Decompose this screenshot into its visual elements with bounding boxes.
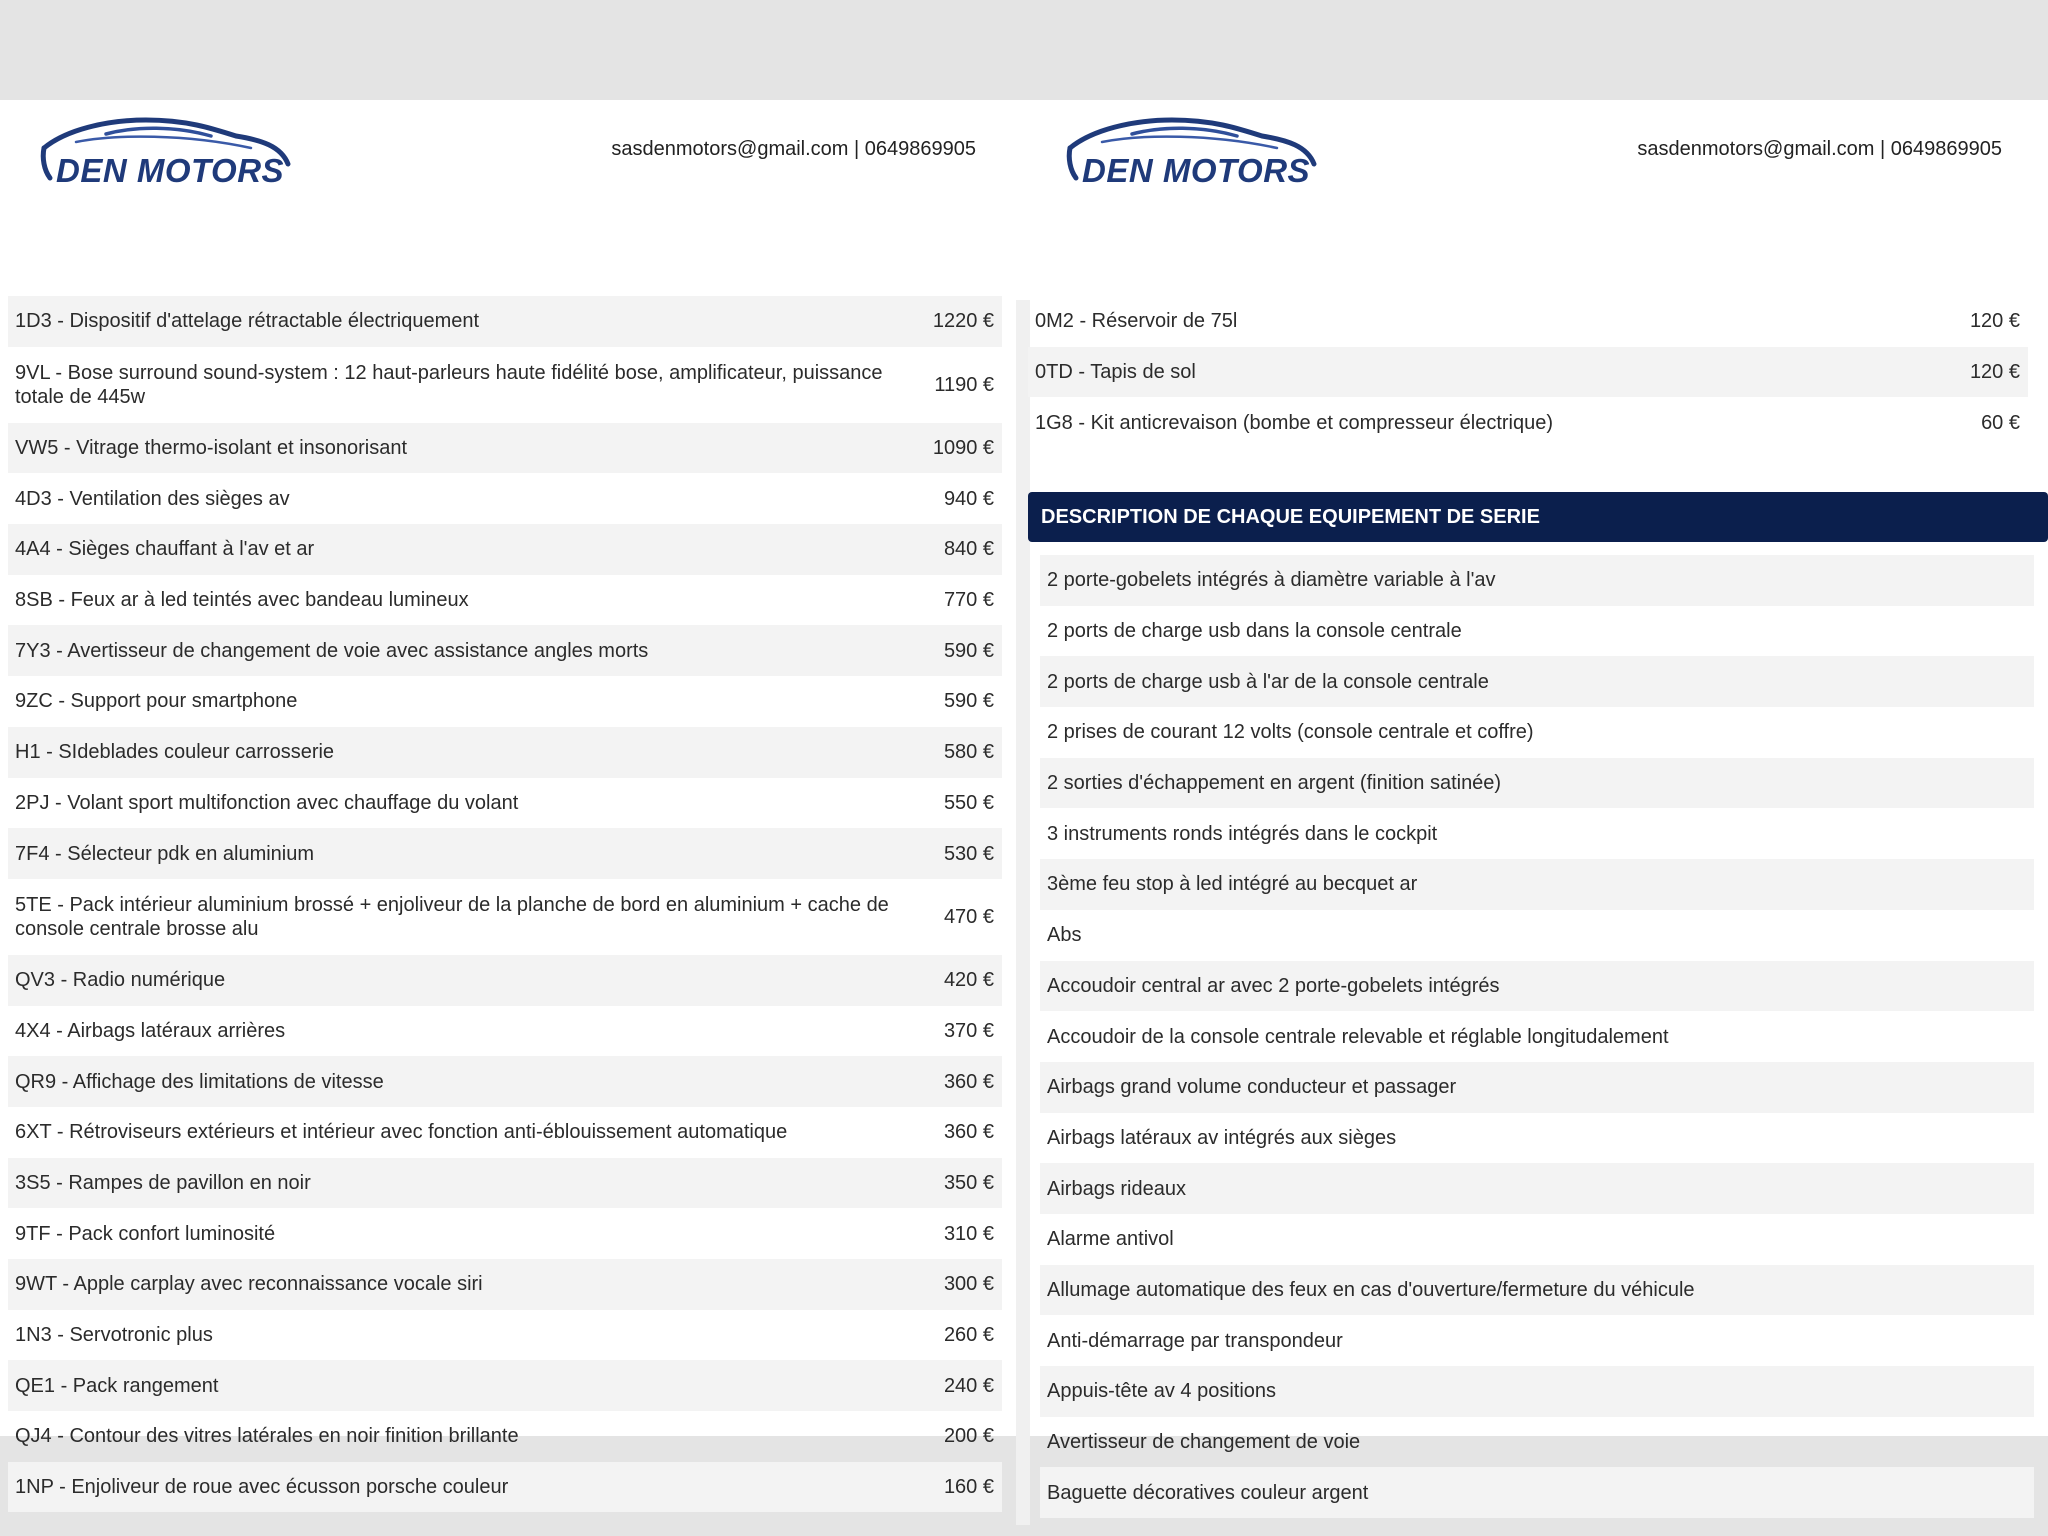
option-label: 1NP - Enjoliveur de roue avec écusson porsche couleur [15,1476,509,1499]
option-row [8,625,1002,676]
equipment-label: Baguette décoratives couleur argent [1047,1481,1369,1504]
brand-name: DEN MOTORS [1082,152,1311,189]
equipment-item [1040,555,2034,606]
equipment-item [1040,606,2034,657]
option-row [8,423,1002,474]
equipment-label: 3 instruments ronds intégrés dans le cockpit [1047,822,1438,845]
equipment-item [1040,707,2034,758]
option-row [8,575,1002,626]
option-label: QR9 - Affichage des limitations de vitesse [15,1070,384,1093]
option-row [8,1259,1002,1310]
option-price: 840 € [943,538,994,561]
equipment-label: Airbags latéraux av intégrés aux sièges [1047,1126,1397,1149]
standard-equipment-list [1040,555,2034,1518]
option-label: 8SB - Feux ar à led teintés avec bandeau lumineux [15,589,469,612]
option-row [8,1107,1002,1158]
equipment-label: Avertisseur de changement de voie [1047,1431,1361,1454]
option-label: 9ZC - Support pour smartphone [15,690,298,713]
option-label: 1N3 - Servotronic plus [15,1324,213,1347]
option-label: 1D3 - Dispositif d'attelage rétractable électriquement [15,310,480,333]
option-price: 200 € [943,1425,994,1448]
equipment-item [1040,808,2034,859]
page-right [1026,100,2048,1504]
option-row [8,1360,1002,1411]
equipment-label: Allumage automatique des feux en cas d'ouverture/fermeture du véhicule [1047,1278,1695,1301]
option-label: 5TE - Pack intérieur aluminium brossé + enjoliveur de la planche de bord en aluminium + cache de console centrale brosse alu [15,893,889,940]
equipment-item [1040,910,2034,961]
option-price: 240 € [943,1374,994,1397]
option-price: 420 € [943,969,994,992]
option-row [8,879,1002,955]
equipment-label: 3ème feu stop à led intégré au becquet ar [1047,873,1418,896]
option-row [1028,347,2028,398]
section-title: DESCRIPTION DE CHAQUE EQUIPEMENT DE SERIE [1028,492,2048,542]
equipment-item [1040,859,2034,910]
document-sheet [0,100,2048,1504]
page-header [0,100,1022,200]
option-row [8,1056,1002,1107]
option-row [8,1208,1002,1259]
equipment-label: 2 ports de charge usb à l'ar de la console centrale [1047,670,1489,693]
option-row [8,1158,1002,1209]
brand-name: DEN MOTORS [56,152,285,189]
option-price: 310 € [943,1222,994,1245]
option-row [8,1462,1002,1513]
option-price: 160 € [943,1476,994,1499]
option-price: 370 € [943,1019,994,1042]
option-row [8,676,1002,727]
option-row [8,828,1002,879]
equipment-item [1040,1315,2034,1366]
option-label: 7Y3 - Avertisseur de changement de voie avec assistance angles morts [15,639,649,662]
option-row [8,1310,1002,1361]
option-price: 1220 € [932,310,994,333]
option-row [8,955,1002,1006]
options-table-left [8,296,1002,1512]
option-label: QJ4 - Contour des vitres latérales en noir finition brillante [15,1425,519,1448]
equipment-label: 2 ports de charge usb dans la console centrale [1047,620,1462,643]
option-row [8,473,1002,524]
option-row [8,727,1002,778]
equipment-item [1040,1265,2034,1316]
option-label: 4D3 - Ventilation des sièges av [15,487,290,510]
equipment-label: 2 sorties d'échappement en argent (finition satinée) [1047,772,1502,795]
option-label: 6XT - Rétroviseurs extérieurs et intérieur avec fonction anti-éblouissement automatique [15,1121,788,1144]
option-price: 940 € [943,487,994,510]
equipment-item [1040,758,2034,809]
option-row [8,296,1002,347]
option-price: 360 € [943,1121,994,1144]
option-price: 1190 € [934,373,994,396]
equipment-item [1040,1366,2034,1417]
page-left [0,100,1022,1499]
option-price: 260 € [943,1324,994,1347]
equipment-label: Abs [1047,924,1082,947]
option-label: QE1 - Pack rangement [15,1374,219,1397]
equipment-label: Alarme antivol [1047,1228,1174,1251]
brand-logo [36,108,296,198]
option-label: QV3 - Radio numérique [15,969,226,992]
option-label: 4A4 - Sièges chauffant à l'av et ar [15,538,315,561]
option-price: 590 € [943,690,994,713]
option-row [8,778,1002,829]
option-label: 1G8 - Kit anticrevaison (bombe et compresseur électrique) [1035,411,1554,434]
option-row [8,524,1002,575]
option-row [8,1006,1002,1057]
equipment-label: Accoudoir de la console centrale relevable et réglable longitudalement [1047,1025,1669,1048]
option-price: 120 € [1969,361,2020,384]
option-price: 360 € [943,1070,994,1093]
option-price: 470 € [943,905,994,928]
equipment-label: 2 prises de courant 12 volts (console centrale et coffre) [1047,721,1534,744]
option-row [1028,397,2028,448]
equipment-label: Appuis-tête av 4 positions [1047,1380,1277,1403]
page-header [1026,100,2048,200]
option-label: 3S5 - Rampes de pavillon en noir [15,1171,311,1194]
option-price: 580 € [943,741,994,764]
option-label: 2PJ - Volant sport multifonction avec chauffage du volant [15,791,519,814]
option-price: 590 € [943,639,994,662]
equipment-item [1040,656,2034,707]
option-price: 1090 € [932,437,994,460]
option-price: 350 € [943,1171,994,1194]
option-price: 120 € [1969,310,2020,333]
equipment-item [1040,1113,2034,1164]
equipment-item [1040,1417,2034,1468]
option-price: 60 € [1981,411,2020,434]
option-label: 9WT - Apple carplay avec reconnaissance vocale siri [15,1273,483,1296]
option-price: 550 € [943,791,994,814]
equipment-item [1040,1214,2034,1265]
equipment-label: Airbags rideaux [1047,1177,1186,1200]
option-row [1028,296,2028,347]
equipment-item [1040,1011,2034,1062]
option-price: 300 € [943,1273,994,1296]
option-price: 770 € [943,589,994,612]
options-table-right [1028,296,2028,448]
equipment-label: Airbags grand volume conducteur et passager [1047,1076,1457,1099]
option-label: 9VL - Bose surround sound-system : 12 haut-parleurs haute fidélité bose, amplificateur, puissance totale de 445w [15,361,883,408]
equipment-label: Anti-démarrage par transpondeur [1047,1329,1343,1352]
equipment-label: Accoudoir central ar avec 2 porte-gobelets intégrés [1047,974,1500,997]
option-row [8,1411,1002,1462]
option-label: 9TF - Pack confort luminosité [15,1222,276,1245]
equipment-item [1040,1163,2034,1214]
option-label: H1 - SIdeblades couleur carrosserie [15,741,335,764]
equipment-item [1040,1062,2034,1113]
equipment-label: 2 porte-gobelets intégrés à diamètre variable à l'av [1047,569,1496,592]
contact-info: sasdenmotors@gmail.com | 0649869905 [611,138,976,160]
equipment-item [1040,961,2034,1012]
contact-info: sasdenmotors@gmail.com | 0649869905 [1637,138,2002,160]
option-label: 4X4 - Airbags latéraux arrières [15,1019,286,1042]
option-row [8,347,1002,423]
option-price: 530 € [943,842,994,865]
equipment-item [1040,1467,2034,1518]
option-label: 7F4 - Sélecteur pdk en aluminium [15,842,315,865]
option-label: VW5 - Vitrage thermo-isolant et insonorisant [15,437,408,460]
brand-logo [1062,108,1322,198]
option-label: 0TD - Tapis de sol [1035,361,1196,384]
option-label: 0M2 - Réservoir de 75l [1035,310,1238,333]
